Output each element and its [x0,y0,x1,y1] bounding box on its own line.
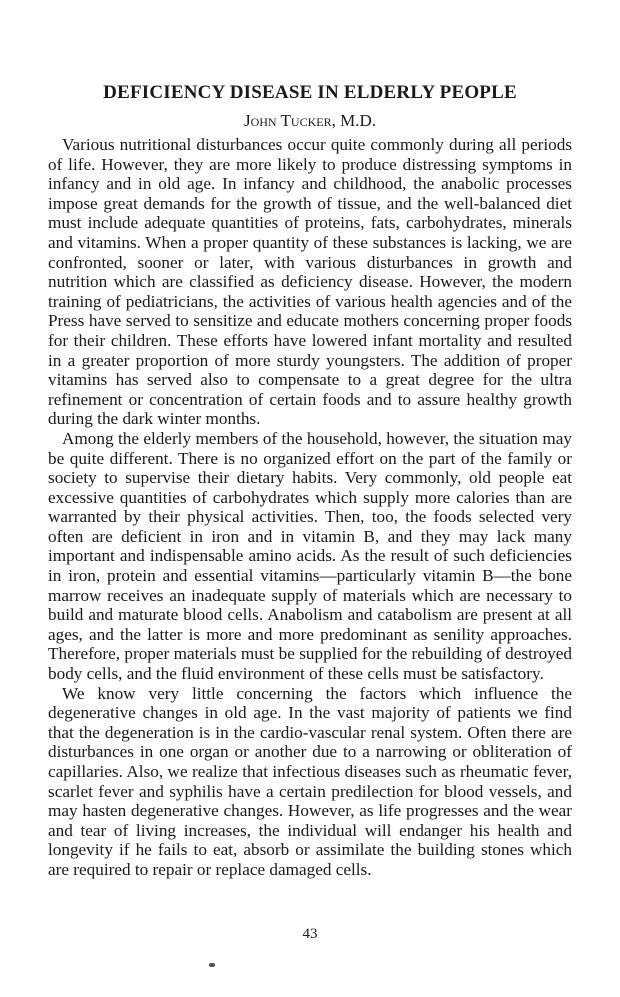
page-number: 43 [302,926,318,942]
article-title: DEFICIENCY DISEASE IN ELDERLY PEOPLE [103,82,517,103]
paragraph-3: We know very little concerning the factors which influence the degenerative changes in old age. In the vast majority of patients we find that the degeneration is in the cardio-vascular renal system. Often there are disturbances in one organ or another due to a narrowing or obliteration of capillaries. Also, we realize that infectious diseases such as rheumatic fever, scarlet fever and syphilis have a certain predilection for blood vessels, and may hasten degenerative changes. However, as life progresses and the wear and tear of living increases, the individual will endanger his health and longevity if he fails to eat, absorb or assimilate the building stones which are required to repair or replace damaged cells. [48,683,572,879]
article-author: John Tucker, M.D. [243,111,376,130]
paragraph-1: Various nutritional disturbances occur quite commonly during all periods of life. However, they are more likely to produce distressing symptoms in infancy and in old age. In infancy and childhood, the anabolic processes impose great demands for the growth of tissue, and the well-balanced diet must include adequate quantities of proteins, fats, carbohydrates, minerals and vitamins. When a proper quantity of these substances is lacking, we are confronted, sooner or later, with various disturbances in growth and nutrition which are classified as deficiency disease. However, the modern training of pediatricians, the activities of various health agencies and of the Press have served to sensitize and educate mothers concerning proper foods for their children. These efforts have lowered infant mortality and resulted in a greater proportion of more sturdy youngsters. The addition of proper vitamins has served also to compensate to a great degree for the ultra refinement or concentration of certain foods and to assure healthy growth during the dark winter months. [48,135,572,429]
paragraph-2: Among the elderly members of the household, however, the situation may be quite different. There is no organized effort on the part of the family or society to supervise their dietary habits. Very commonly, old people eat excessive quantities of carbohydrates which supply more calories than are warranted by their physical activities. Then, too, the foods selected very often are deficient in iron and in vitamin B, and they may lack many important and indispensable amino acids. As the result of such deficiencies in iron, protein and essential vitamins—particularly vitamin B—the bone marrow receives an inadequate supply of materials which are necessary to build and maturate blood cells. Anabolism and catabolism are present at all ages, and the latter is more and more predominant as senility approaches. Therefore, proper materials must be supplied for the rebuilding of destroyed body cells, and the fluid environment of these cells must be satisfactory. [48,428,572,684]
article-page [48,82,572,880]
print-mark [209,963,215,967]
